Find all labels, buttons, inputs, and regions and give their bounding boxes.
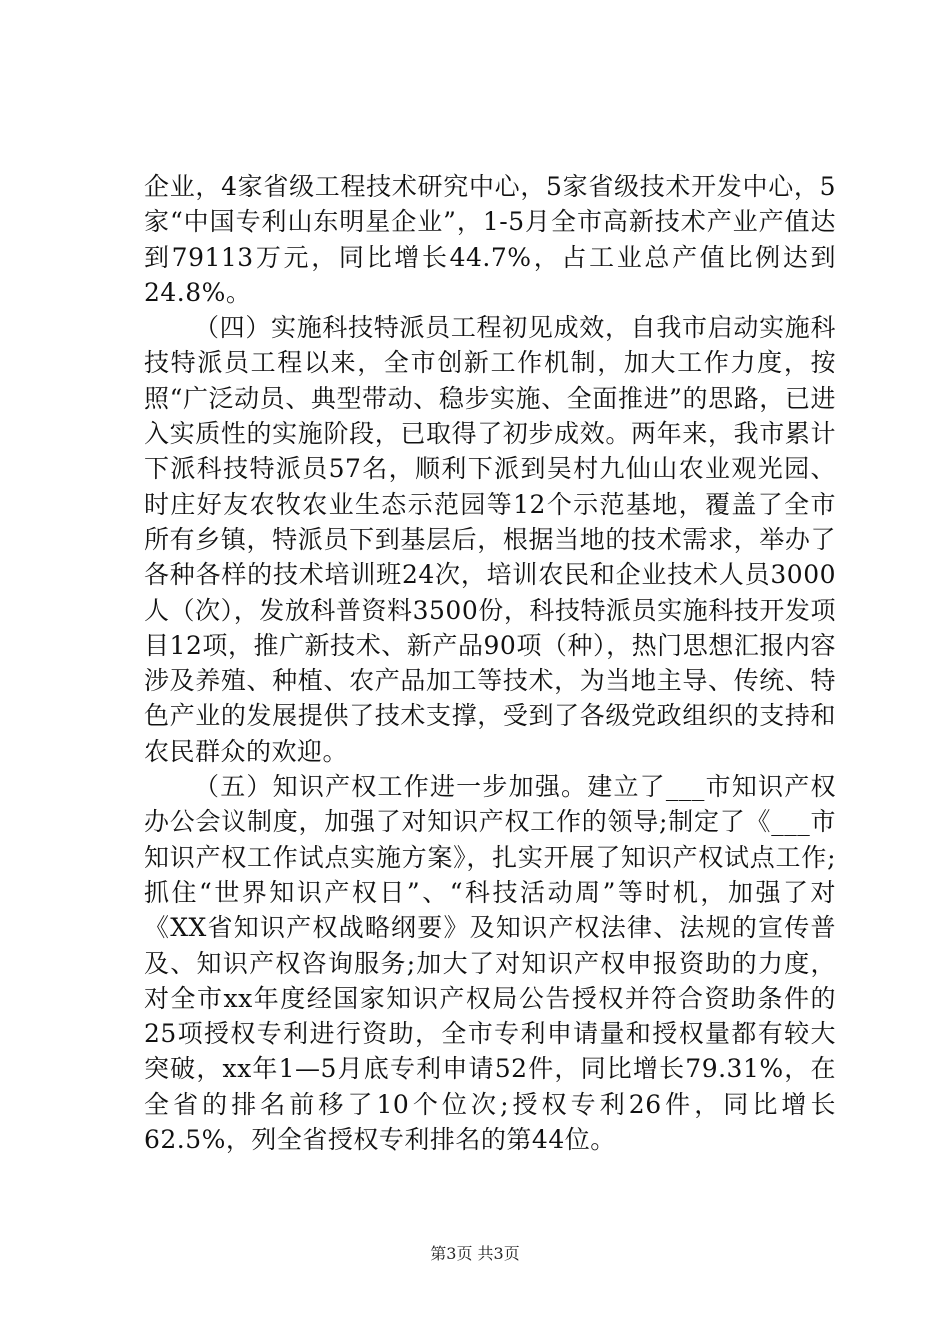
paragraph-section-five: （五）知识产权工作进一步加强。建立了___市知识产权办公会议制度，加强了对知识产权工作的领导;制定了《___市知识产权工作试点实施方案》，扎实开展了知识产权试点工作;抓住“世界知识产权日”、“科技活动周”等时机，加强了对《XX省知识产权战略纲要》及知识产权法律、法规的宣传普及、知识产权咨询服务;加大了对知识产权申报资助的力度，对全市xx年度经国家知识产权局公告授权并符合资助条件的25项授权专利进行资助，全市专利申请量和授权量都有较大突破，xx年1—5月底专利申请52件，同比增长79.31%，在全省的排名前移了10个位次;授权专利26件，同比增长62.5%，列全省授权专利排名的第44位。 bbox=[144, 772, 836, 1155]
paragraph-continued: 企业，4家省级工程技术研究中心，5家省级技术开发中心，5家“中国专利山东明星企业”，1-5月全市高新技术产业产值达到79113万元，同比增长44.7%，占工业总产值比例达到24.8%。 bbox=[144, 172, 836, 307]
page-number-footer: 第3页 共3页 bbox=[430, 1244, 520, 1263]
document-body bbox=[144, 169, 836, 1157]
paragraph-section-four: （四）实施科技特派员工程初见成效，自我市启动实施科技特派员工程以来，全市创新工作机制，加大工作力度，按照“广泛动员、典型带动、稳步实施、全面推进”的思路，已进入实质性的实施阶段，已取得了初步成效。两年来，我市累计下派科技特派员57名，顺利下派到吴村九仙山农业观光园、时庄好友农牧农业生态示范园等12个示范基地，覆盖了全市所有乡镇，特派员下到基层后，根据当地的技术需求，举办了各种各样的技术培训班24次，培训农民和企业技术人员3000人（次），发放科普资料3500份，科技特派员实施科技开发项目12项，推广新技术、新产品90项（种），热门思想汇报内容涉及养殖、种植、农产品加工等技术，为当地主导、传统、特色产业的发展提供了技术支撑，受到了各级党政组织的支持和农民群众的欢迎。 bbox=[144, 313, 836, 766]
